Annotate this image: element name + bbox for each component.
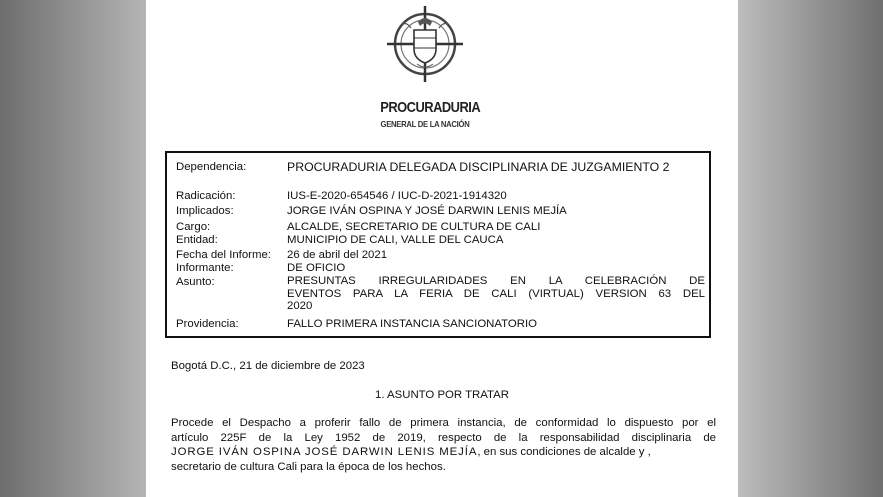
value-cargo: ALCALDE, SECRETARIO DE CULTURA DE CALI (287, 221, 541, 233)
label-asunto: Asunto: (176, 276, 215, 288)
paragraph-line-3 (171, 445, 716, 460)
label-radicacion: Radicación: (176, 190, 236, 202)
logo-title: PROCURADURIA (380, 99, 481, 116)
paragraph-line-4: secretario de cultura Cali para la época de los hechos. (171, 460, 446, 473)
seal-icon (387, 4, 463, 98)
paragraph-line-3-rest: , en sus condiciones de alcalde y , (477, 446, 651, 458)
asunto-line-1: PRESUNTAS IRREGULARIDADES EN LA CELEBRACIÓN DE (287, 275, 705, 287)
document-date: Bogotá D.C., 21 de diciembre de 2023 (171, 360, 365, 372)
value-entidad: MUNICIPIO DE CALI, VALLE DEL CAUCA (287, 234, 504, 246)
body-paragraph (171, 416, 716, 474)
procuraduria-logo (373, 4, 481, 134)
implicados-names: JORGE IVÁN OSPINA JOSÉ DARWIN LENIS MEJÍA (171, 446, 478, 458)
case-info-box (165, 151, 711, 338)
label-providencia: Providencia: (176, 318, 239, 330)
label-implicados: Implicados: (176, 205, 234, 217)
label-informante: Informante: (176, 262, 234, 274)
asunto-line-3: 2020 (287, 300, 313, 312)
value-implicados: JORGE IVÁN OSPINA Y JOSÉ DARWIN LENIS MEJÍA (287, 205, 567, 217)
section-title: 1. ASUNTO POR TRATAR (375, 389, 509, 401)
label-fecha-informe: Fecha del Informe: (176, 249, 271, 261)
value-radicacion: IUS-E-2020-654546 / IUC-D-2021-1914320 (287, 190, 507, 202)
document-page (146, 0, 738, 497)
logo-subtitle: GENERAL DE LA NACIÓN (380, 119, 470, 129)
label-cargo: Cargo: (176, 221, 211, 233)
value-dependencia: PROCURADURIA DELEGADA DISCIPLINARIA DE JUZGAMIENTO 2 (287, 160, 670, 174)
paragraph-line-2: artículo 225F de la Ley 1952 de 2019, respecto de la responsabilidad disciplinaria de (171, 431, 716, 444)
asunto-line-2: EVENTOS PARA LA FERIA DE CALI (VIRTUAL) VERSION 63 DEL (287, 287, 705, 300)
paragraph-line-1: Procede el Despacho a proferir fallo de primera instancia, de conformidad lo dispuesto por el (171, 417, 716, 429)
value-fecha-informe: 26 de abril del 2021 (287, 249, 388, 261)
label-dependencia: Dependencia: (176, 161, 247, 173)
value-informante: DE OFICIO (287, 262, 346, 274)
background-right-blur (738, 0, 883, 497)
background-left-blur (0, 0, 146, 497)
label-entidad: Entidad: (176, 234, 218, 246)
value-asunto (287, 275, 705, 313)
value-providencia: FALLO PRIMERA INSTANCIA SANCIONATORIO (287, 318, 538, 330)
